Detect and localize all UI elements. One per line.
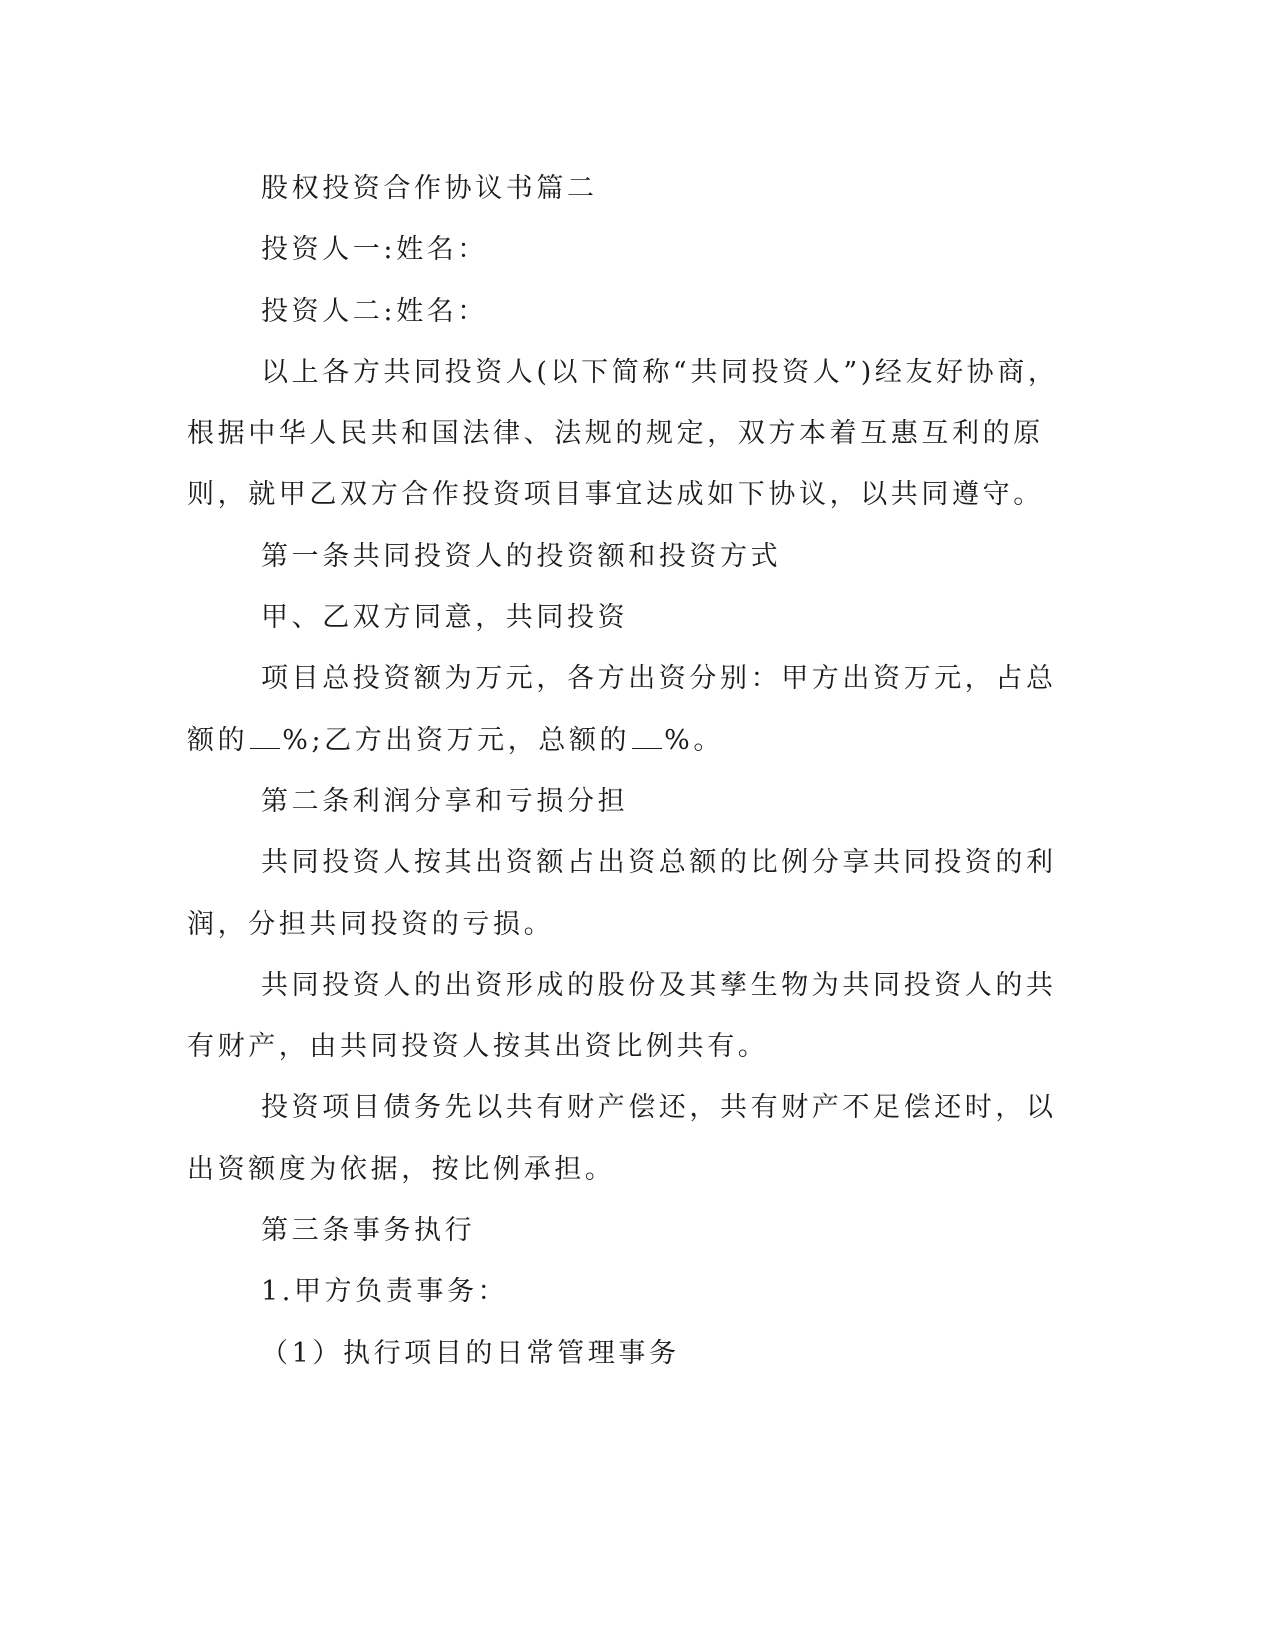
investor-two-line: 投资人二:姓名：	[261, 295, 488, 327]
article-2-paragraph-1: 共同投资人按其出资额占出资总额的比例分享共同投资的利润，分担共同投资的亏损。	[187, 847, 1057, 940]
article-1-text-a: 项目总投资额为万元，各方出资分别：甲方出资万元，占总额的	[187, 663, 1057, 756]
article-1-paragraph-1: 甲、乙双方同意，共同投资	[261, 602, 629, 634]
article-3-heading: 第三条事务执行	[261, 1215, 476, 1247]
article-1-text-b: %;乙方出资万元，总额的	[282, 724, 631, 756]
intro-paragraph: 以上各方共同投资人(以下简称“共同投资人”)经友好协商，根据中华人民共和国法律、法规的规定，双方本着互惠互利的原则，就甲乙双方合作投资项目事宜达成如下协议，以共同遵守。	[187, 356, 1059, 511]
article-1-paragraph-2	[187, 648, 1067, 771]
article-3-item-1: 1.甲方负责事务：	[261, 1276, 509, 1308]
document-body	[187, 158, 1067, 1384]
blank-field	[632, 726, 662, 749]
document-title: 股权投资合作协议书篇二	[261, 173, 598, 204]
article-2-heading: 第二条利润分享和亏损分担	[261, 785, 629, 817]
blank-field	[250, 726, 280, 749]
article-2-paragraph-3: 投资项目债务先以共有财产偿还，共有财产不足偿还时，以出资额度为依据，按比例承担。	[187, 1092, 1057, 1185]
article-1-heading: 第一条共同投资人的投资额和投资方式	[261, 540, 782, 572]
article-3-item-1-sub-1: （1）执行项目的日常管理事务	[261, 1337, 680, 1369]
article-2-paragraph-2: 共同投资人的出资形成的股份及其孳生物为共同投资人的共有财产，由共同投资人按其出资比例共有。	[187, 969, 1057, 1063]
investor-one-line: 投资人一:姓名：	[261, 234, 488, 266]
article-1-text-c: %。	[664, 724, 725, 756]
